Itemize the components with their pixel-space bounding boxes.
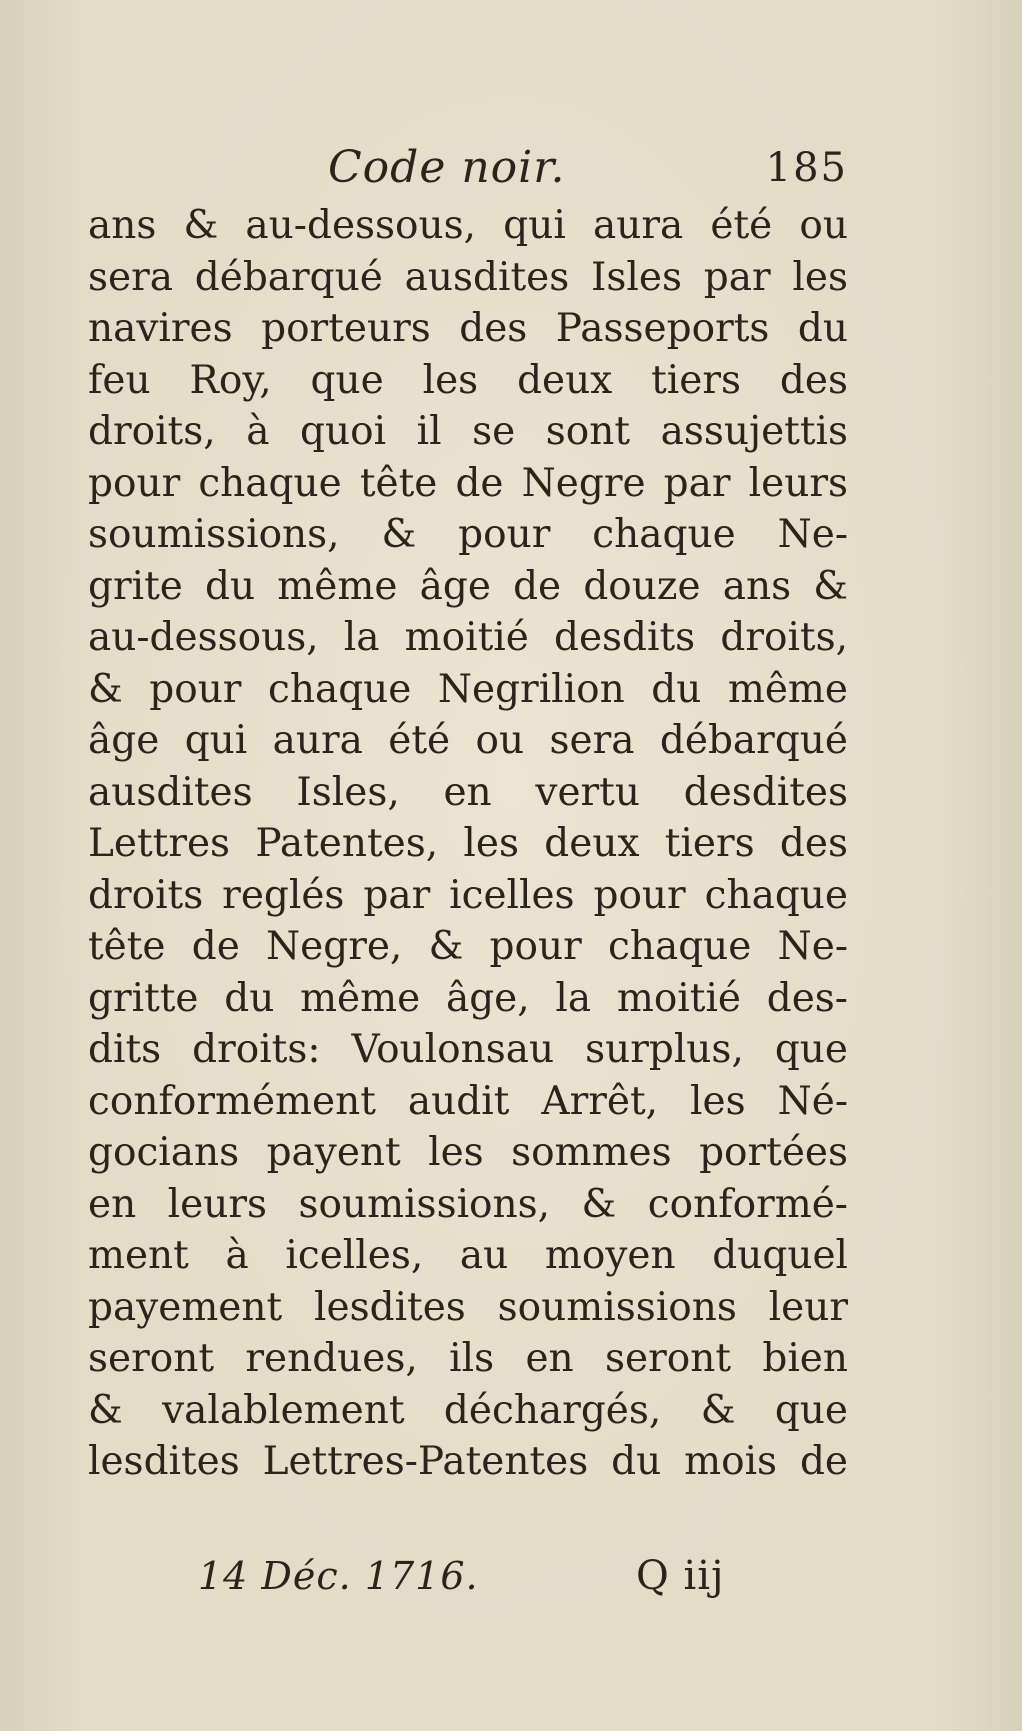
text-line: feu Roy, que les deux tiers des	[88, 357, 848, 403]
text-line: sera débarqué ausdites Isles par les	[88, 254, 848, 300]
running-title: Code noir.	[328, 142, 566, 193]
text-line: pour chaque tête de Negre par leurs	[88, 460, 848, 506]
text-line: soumissions, & pour chaque Ne-	[88, 512, 848, 557]
text-line: & pour chaque Negrilion du même	[88, 666, 848, 712]
body-text	[88, 200, 848, 1488]
text-line: grite du même âge de douze ans &	[88, 563, 848, 609]
text-line: lesdites Lettres-Patentes du mois de	[88, 1439, 848, 1484]
page-number: 185	[765, 145, 848, 191]
text-line: gocians payent les sommes portées	[88, 1130, 848, 1175]
text-line: payement lesdites soumissions leur	[88, 1284, 848, 1330]
text-line: & valablement déchargés, & que	[88, 1387, 848, 1433]
text-line: ausdites Isles, en vertu desdites	[88, 769, 848, 815]
page-footer	[88, 1548, 848, 1604]
text-line: au-dessous, la moitié desdits droits,	[88, 615, 848, 660]
text-line: ans & au-dessous, qui aura été ou	[88, 203, 848, 248]
text-line: seront rendues, ils en seront bien	[88, 1336, 848, 1381]
text-line: tête de Negre, & pour chaque Ne-	[88, 924, 848, 969]
text-line: âge qui aura été ou sera débarqué	[88, 718, 848, 763]
text-line: droits, à quoi il se sont assujettis	[88, 409, 848, 454]
text-line: gritte du même âge, la moitié des-	[88, 975, 848, 1021]
text-line: navires porteurs des Passeports du	[88, 306, 848, 351]
text-line: Lettres Patentes, les deux tiers des	[88, 821, 848, 866]
text-line: dits droits: Voulonsau surplus, que	[88, 1027, 848, 1072]
text-line: en leurs soumissions, & conformé-	[88, 1181, 848, 1227]
text-line: conformément audit Arrêt, les Né-	[88, 1078, 848, 1124]
text-line: ment à icelles, au moyen duquel	[88, 1233, 848, 1278]
signature-mark: Q iij	[636, 1553, 725, 1599]
text-line: droits reglés par icelles pour chaque	[88, 872, 848, 918]
page-header	[88, 140, 848, 200]
footer-date: 14 Déc. 1716.	[198, 1554, 479, 1598]
